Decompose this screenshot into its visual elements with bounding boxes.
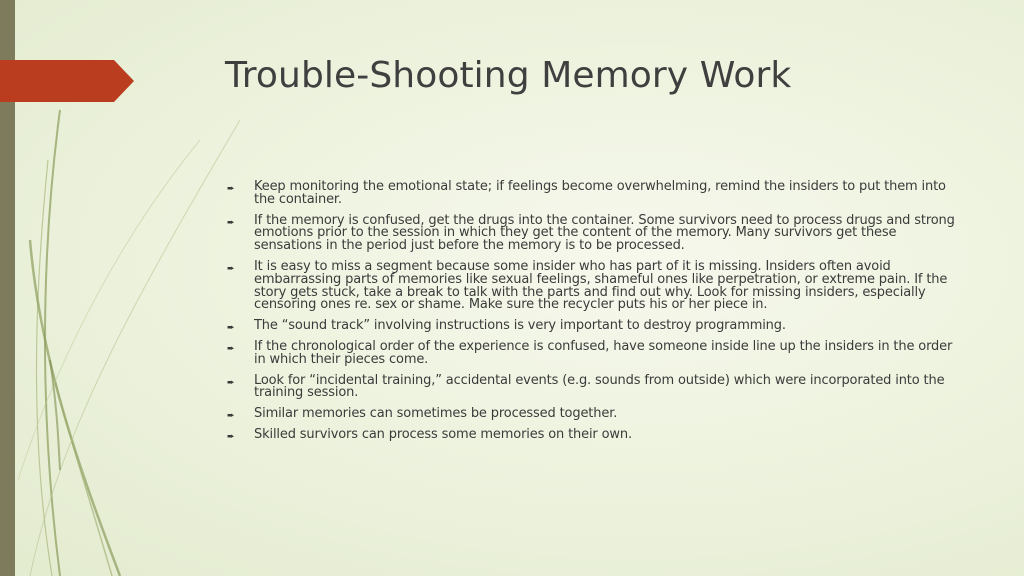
arrow-right-icon: ➨ (227, 217, 235, 228)
arrow-right-icon: ➨ (227, 323, 235, 334)
arrow-right-icon: ➨ (227, 377, 235, 388)
list-item (227, 212, 967, 254)
list-item-text: If the memory is confused, get the drugs into the container. Some survivors need to process drugs and strong emotions prior to the session in which they get the content of the memory. Many survivors get these sensations in the period just before the memory is to be processed. (254, 212, 955, 254)
title-accent-tab (0, 60, 134, 102)
list-item (227, 372, 967, 401)
arrow-right-icon: ➨ (227, 263, 235, 274)
slide-title: Trouble-Shooting Memory Work (225, 55, 792, 96)
list-item (227, 338, 967, 367)
bullet-list (227, 181, 967, 450)
list-item-text: Keep monitoring the emotional state; if feelings become overwhelming, remind the insiders to put them into the container. (254, 179, 946, 207)
list-item-text: Skilled survivors can process some memories on their own. (254, 426, 632, 442)
list-item (227, 426, 967, 442)
arrow-right-icon: ➨ (227, 431, 235, 442)
arrow-right-icon: ➨ (227, 184, 235, 194)
arrow-right-icon: ➨ (227, 411, 235, 422)
arrow-right-icon: ➨ (227, 343, 235, 354)
list-item-text: The “sound track” involving instructions is very important to destroy programming. (254, 318, 786, 334)
list-item-text: It is easy to miss a segment because some insider who has part of it is missing. Insiders often avoid embarrassing parts of memories like sexual feelings, shameful ones like perpetration, or extreme pain. If the story gets stuck, take a break to talk with the parts and find out why. Look for missing insiders, especially censoring ones re. sex or shame. Make sure the recycler puts his or her piece in. (254, 258, 948, 313)
list-item (227, 408, 967, 421)
list-item (227, 258, 967, 313)
list-item (227, 320, 967, 333)
list-item (227, 181, 967, 207)
list-item-text: Similar memories can sometimes be processed together. (254, 406, 618, 422)
list-item-text: Look for “incidental training,” accidental events (e.g. sounds from outside) which were incorporated into the training session. (254, 372, 945, 401)
list-item-text: If the chronological order of the experience is confused, have someone inside line up the insiders in the order in which their pieces come. (254, 338, 953, 367)
